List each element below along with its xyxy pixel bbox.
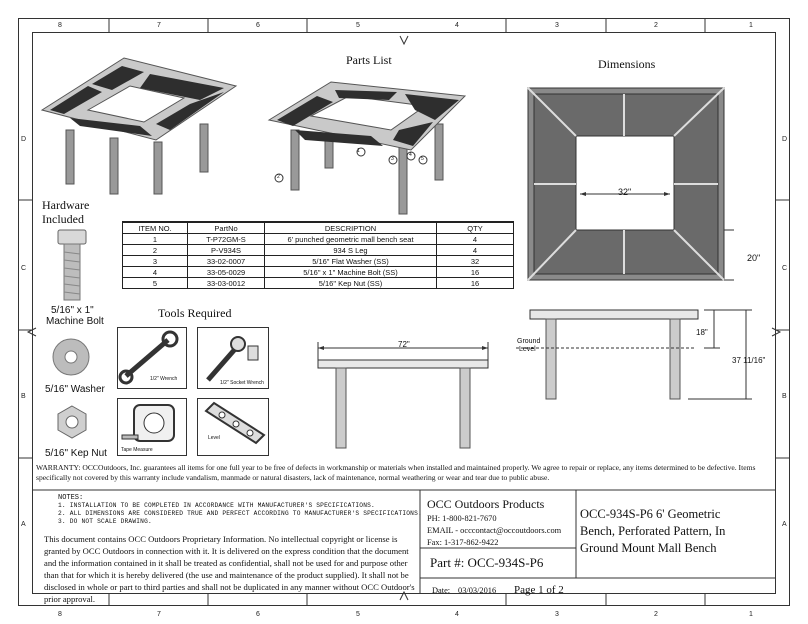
table-cell: 5/16" x 1" Machine Bolt (SS) <box>265 267 437 278</box>
callout-label: 2 <box>277 174 280 180</box>
hardware-heading: Hardware <box>42 198 90 212</box>
table-cell: 33-03-0012 <box>188 278 265 289</box>
zone-col: 7 <box>157 22 161 29</box>
table-header: ITEM NO. <box>123 222 188 234</box>
callout-label: 3 <box>391 156 394 162</box>
parts-list-heading: Parts List <box>346 53 392 67</box>
table-cell: 4 <box>123 267 188 278</box>
table-cell: 5/16" Flat Washer (SS) <box>265 256 437 267</box>
zone-col: 1 <box>749 611 753 618</box>
depth-dimension: 20" <box>747 253 761 263</box>
page-number: Page 1 of 2 <box>514 584 564 596</box>
company-fax: Fax: 1-317-862-9422 <box>427 538 499 547</box>
company-name: OCC Outdoors Products <box>427 497 545 511</box>
zone-col: 2 <box>654 22 658 29</box>
ground-label: Level <box>519 346 536 353</box>
bolt-label: 5/16" x 1" <box>51 305 94 316</box>
zone-col: 6 <box>256 611 260 618</box>
proprietary-notice: This document contains OCC Outdoors Proprietary Information. No intellectual copyright or license is granted by OCC Outdoors in connection with it. It is delivered on the express condition that the document and the information contained in it shall be treated as confidential, shall not be used for and purpose other than that for which it is hereby delivered (the use and maintenance of the product supplied). It shall not be disclosed in whole or part to third parties and shall not be duplicated in any manner without OCC Outdoor's prior approval. <box>44 534 415 604</box>
zone-row: C <box>782 265 788 272</box>
product-title-line: OCC-934S-P6 6' Geometric <box>580 507 721 521</box>
zone-col: 4 <box>455 611 459 618</box>
table-cell: 5 <box>123 278 188 289</box>
washer-label: 5/16" Washer <box>45 384 105 395</box>
bolt-label: Machine Bolt <box>46 316 104 327</box>
table-cell: 5/16" Kep Nut (SS) <box>265 278 437 289</box>
table-cell: 16 <box>437 278 514 289</box>
product-title-line: Ground Mount Mall Bench <box>580 541 717 555</box>
product-title-line: Bench, Perforated Pattern, In <box>580 524 726 538</box>
tool-label: Level <box>208 435 220 441</box>
zone-col: 3 <box>555 611 559 618</box>
zone-col: 7 <box>157 611 161 618</box>
company-phone: PH: 1-800-821-7670 <box>427 514 497 523</box>
date-value: 03/03/2016 <box>458 586 497 595</box>
zone-row: C <box>21 265 27 272</box>
table-cell: 32 <box>437 256 514 267</box>
callout-label: 4 <box>409 152 412 158</box>
warranty-text: WARRANTY: OCCOutdoors, Inc. guarantees all items for one full year to be free of defects in workmanship or materials when installed and maintained properly. We agree to repair or replace, any items determined to be defective. Items specifically not covered by this warranty include vandalism, manmade or natural disasters, lack of maintenance, normal weathering or wear and tear due to public abuse. <box>36 463 756 482</box>
zone-col: 1 <box>749 22 753 29</box>
length-dimension: 72" <box>398 340 410 349</box>
table-header: PartNo <box>188 222 265 234</box>
table-cell: 33-05-0029 <box>188 267 265 278</box>
tool-label: 1/2" Socket Wrench <box>220 380 264 386</box>
table-cell: 4 <box>437 234 514 245</box>
zone-col: 8 <box>58 22 62 29</box>
note-item: 1. INSTALLATION TO BE COMPLETED IN ACCORDANCE WITH MANUFACTURER'S SPECIFICATIONS. <box>58 502 375 509</box>
table-cell: 3 <box>123 256 188 267</box>
table-cell: P-V934S <box>188 245 265 256</box>
table-header: QTY <box>437 222 514 234</box>
kep-nut-label: 5/16" Kep Nut <box>45 448 107 459</box>
total-height-dimension: 37 11/16" <box>732 356 766 365</box>
zone-col: 8 <box>58 611 62 618</box>
zone-row: A <box>782 521 787 528</box>
table-cell: 4 <box>437 245 514 256</box>
zone-row: A <box>21 521 26 528</box>
ground-label: Ground <box>517 338 541 345</box>
table-cell: 934 S Leg <box>265 245 437 256</box>
part-number: Part #: OCC-934S-P6 <box>430 555 544 570</box>
table-header: DESCRIPTION <box>265 222 437 234</box>
zone-col: 5 <box>356 611 360 618</box>
seat-height-dimension: 18" <box>696 328 708 337</box>
zone-row: B <box>782 393 787 400</box>
table-cell: 2 <box>123 245 188 256</box>
zone-col: 4 <box>455 22 459 29</box>
tools-heading: Tools Required <box>158 306 232 320</box>
tool-label: Tape Measure <box>121 447 153 453</box>
table-cell: 33-02-0007 <box>188 256 265 267</box>
zone-col: 2 <box>654 611 658 618</box>
callout-label: 1 <box>357 148 360 154</box>
zone-row: B <box>21 393 26 400</box>
dimensions-heading: Dimensions <box>598 57 656 71</box>
callout-label: 5 <box>421 156 424 162</box>
note-item: 2. ALL DIMENSIONS ARE CONSIDERED TRUE AND PERFECT ACCORDING TO MANUFACTURER'S SPECIFICATIONS. <box>58 510 422 517</box>
zone-row: D <box>782 136 788 143</box>
table-cell: 16 <box>437 267 514 278</box>
zone-col: 6 <box>256 22 260 29</box>
table-cell: 1 <box>123 234 188 245</box>
note-item: 3. DO NOT SCALE DRAWING. <box>58 518 152 525</box>
zone-col: 3 <box>555 22 559 29</box>
table-cell: T-P72GM-S <box>188 234 265 245</box>
inner-dimension: 32" <box>618 187 632 197</box>
tool-label: 1/2" Wrench <box>150 376 178 382</box>
notes-title: NOTES: <box>58 494 84 502</box>
included-heading: Included <box>42 212 84 226</box>
company-email: EMAIL - occcontact@occoutdoors.com <box>427 526 562 535</box>
zone-col: 5 <box>356 22 360 29</box>
date-label: Date: <box>432 586 451 595</box>
table-cell: 6' punched geometric mall bench seat <box>265 234 437 245</box>
zone-row: D <box>21 136 27 143</box>
